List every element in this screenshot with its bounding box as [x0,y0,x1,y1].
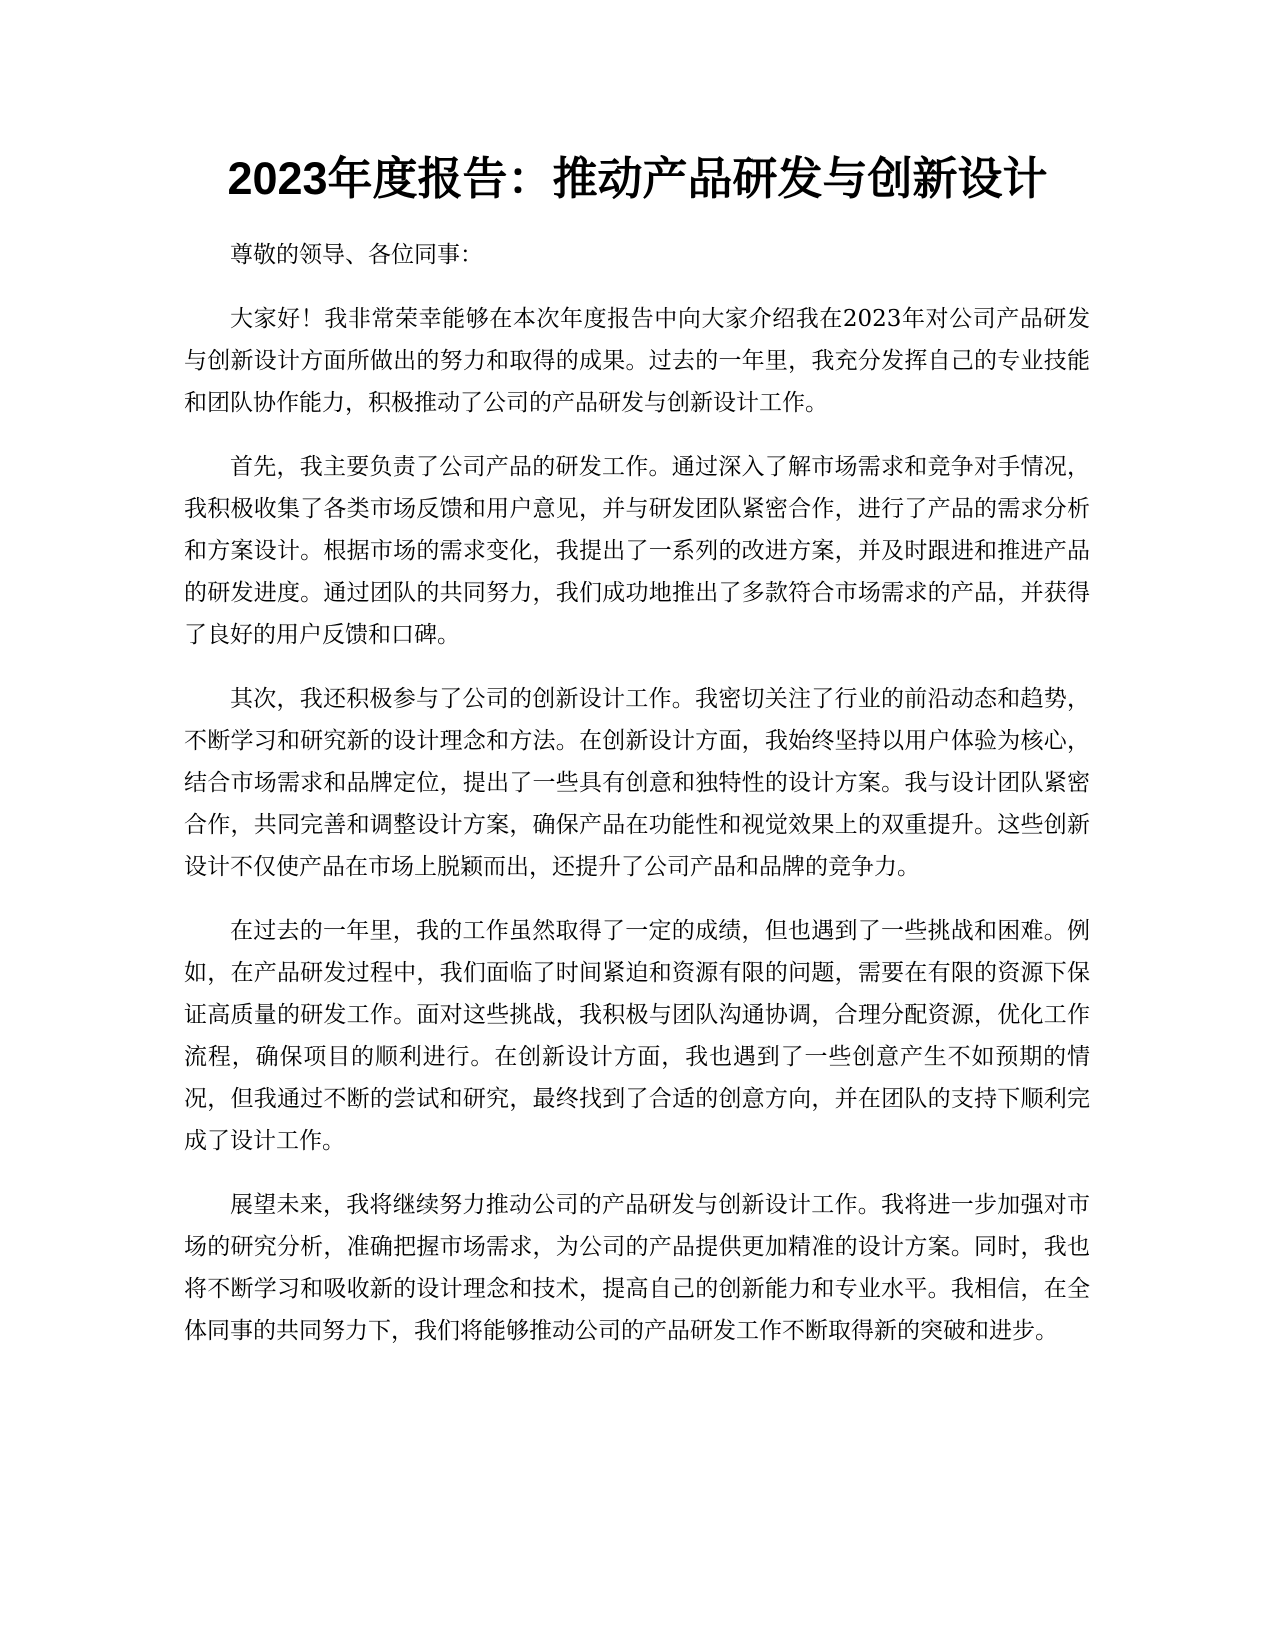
document-body [184,234,1090,1374]
document-title: 2023年度报告：推动产品研发与创新设计 [227,153,1048,204]
greeting-paragraph: 尊敬的领导、各位同事： [230,242,483,268]
body-paragraph: 首先，我主要负责了公司产品的研发工作。通过深入了解市场需求和竞争对手情况，我积极收集了各类市场反馈和用户意见，并与研发团队紧密合作，进行了产品的需求分析和方案设计。根据市场的需求变化，我提出了一系列的改进方案，并及时跟进和推进产品的研发进度。通过团队的共同努力，我们成功地推出了多款符合市场需求的产品，并获得了良好的用户反馈和口碑。 [184,454,1090,648]
body-paragraph: 展望未来，我将继续努力推动公司的产品研发与创新设计工作。我将进一步加强对市场的研究分析，准确把握市场需求，为公司的产品提供更加精准的设计方案。同时，我也将不断学习和吸收新的设计理念和技术，提高自己的创新能力和专业水平。我相信，在全体同事的共同努力下，我们将能够推动公司的产品研发工作不断取得新的突破和进步。 [184,1192,1090,1344]
body-paragraph: 其次，我还积极参与了公司的创新设计工作。我密切关注了行业的前沿动态和趋势，不断学习和研究新的设计理念和方法。在创新设计方面，我始终坚持以用户体验为核心，结合市场需求和品牌定位，提出了一些具有创意和独特性的设计方案。我与设计团队紧密合作，共同完善和调整设计方案，确保产品在功能性和视觉效果上的双重提升。这些创新设计不仅使产品在市场上脱颖而出，还提升了公司产品和品牌的竞争力。 [184,686,1090,880]
body-paragraph: 在过去的一年里，我的工作虽然取得了一定的成绩，但也遇到了一些挑战和困难。例如，在产品研发过程中，我们面临了时间紧迫和资源有限的问题，需要在有限的资源下保证高质量的研发工作。面对这些挑战，我积极与团队沟通协调，合理分配资源，优化工作流程，确保项目的顺利进行。在创新设计方面，我也遇到了一些创意产生不如预期的情况，但我通过不断的尝试和研究，最终找到了合适的创意方向，并在团队的支持下顺利完成了设计工作。 [184,918,1090,1154]
body-paragraph: 大家好！我非常荣幸能够在本次年度报告中向大家介绍我在2023年对公司产品研发与创新设计方面所做出的努力和取得的成果。过去的一年里，我充分发挥自己的专业技能和团队协作能力，积极推动了公司的产品研发与创新设计工作。 [184,306,1090,416]
